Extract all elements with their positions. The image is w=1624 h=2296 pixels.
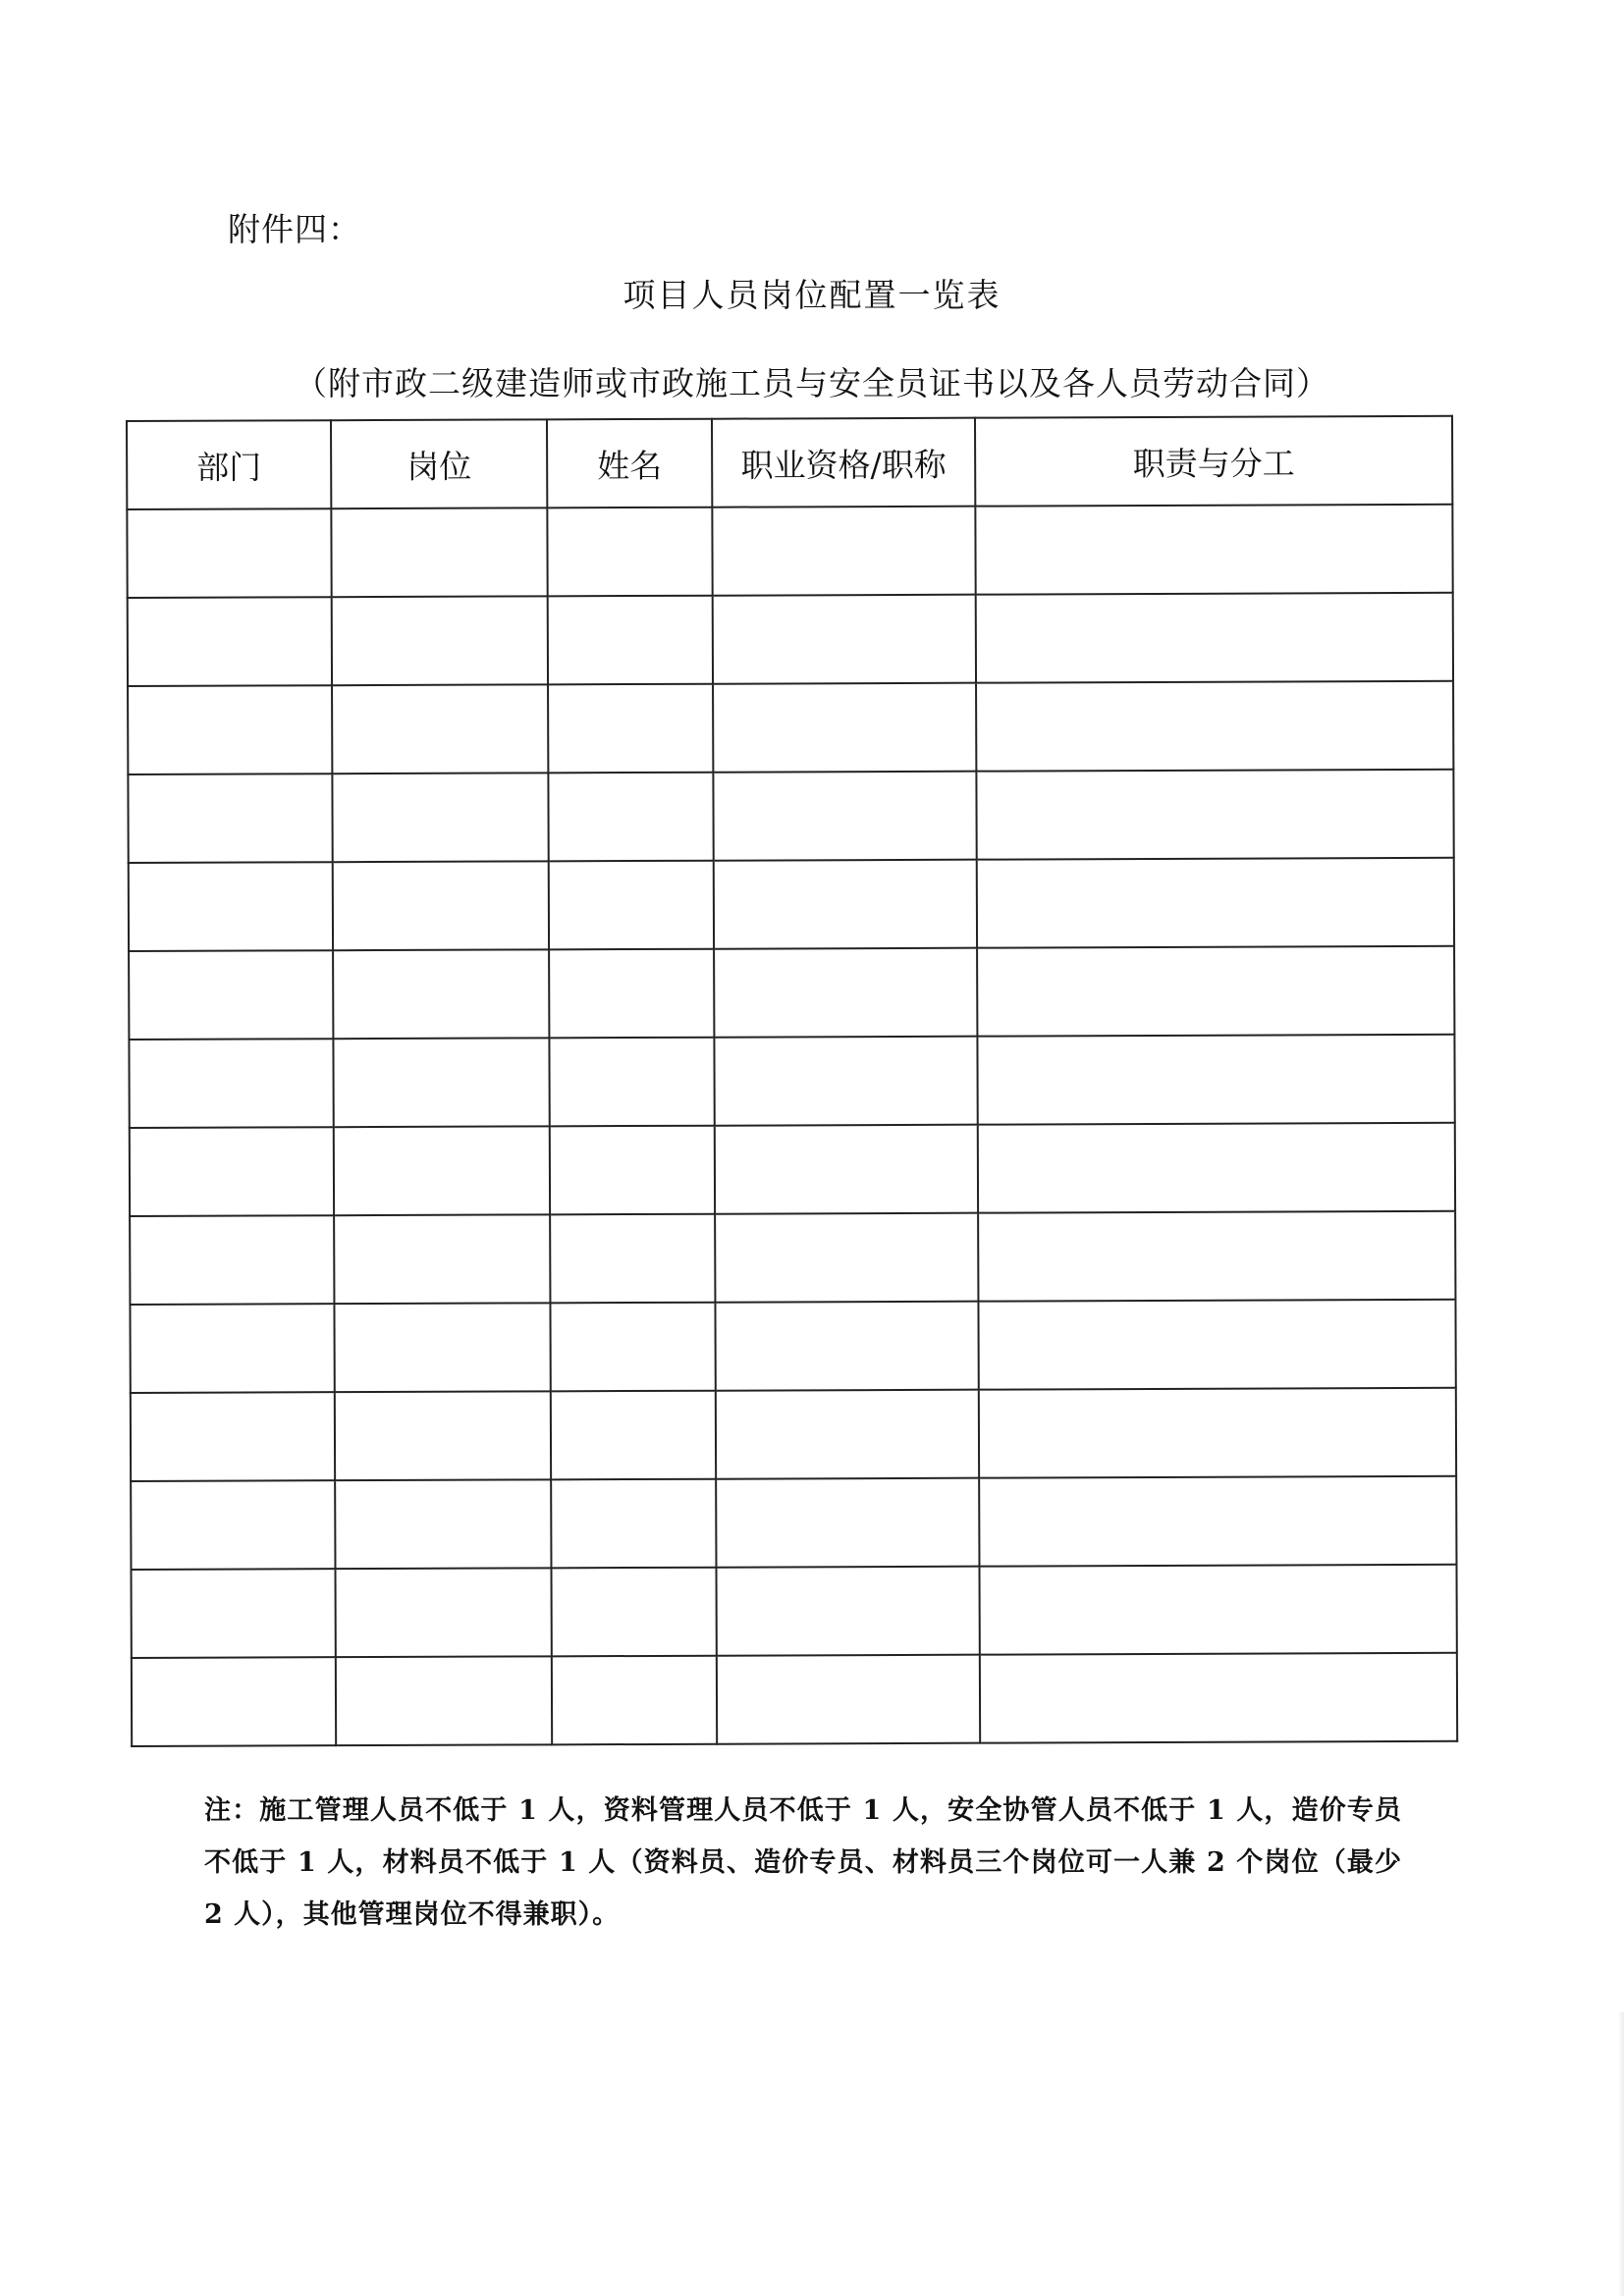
cell-duties[interactable] (979, 1388, 1456, 1478)
cell-department[interactable] (131, 1480, 335, 1570)
cell-qualification[interactable] (712, 507, 975, 596)
cell-duties[interactable] (977, 946, 1454, 1037)
cell-duties[interactable] (975, 505, 1452, 595)
cell-duties[interactable] (976, 770, 1453, 860)
cell-position[interactable] (332, 773, 548, 862)
cell-department[interactable] (130, 1304, 334, 1393)
cell-duties[interactable] (979, 1476, 1456, 1567)
cell-department[interactable] (131, 1392, 335, 1481)
cell-name[interactable] (548, 684, 713, 774)
cell-qualification[interactable] (715, 1213, 978, 1303)
cell-department[interactable] (129, 1039, 333, 1128)
scan-edge-shadow (1618, 2012, 1624, 2296)
cell-department[interactable] (131, 1569, 335, 1658)
header-qualification: 职业资格/职称 (712, 418, 975, 507)
cell-qualification[interactable] (713, 595, 976, 684)
cell-department[interactable] (127, 508, 331, 598)
cell-qualification[interactable] (717, 1655, 980, 1744)
cell-name[interactable] (550, 1303, 715, 1392)
cell-duties[interactable] (977, 1035, 1454, 1125)
cell-duties[interactable] (980, 1653, 1457, 1743)
table-row (128, 593, 1453, 686)
table-row (129, 858, 1454, 951)
header-duties: 职责与分工 (975, 416, 1452, 507)
table-row (129, 1035, 1454, 1128)
cell-duties[interactable] (976, 681, 1453, 772)
cell-department[interactable] (132, 1657, 336, 1746)
cell-position[interactable] (333, 1038, 549, 1127)
table-row (132, 1653, 1457, 1746)
cell-qualification[interactable] (716, 1478, 979, 1568)
cell-name[interactable] (548, 596, 713, 685)
table-row (127, 505, 1452, 598)
cell-qualification[interactable] (714, 1037, 977, 1126)
table-header-row (127, 416, 1452, 509)
document-title: 项目人员岗位配置一览表 (623, 276, 1001, 314)
cell-position[interactable] (334, 1126, 550, 1215)
cell-department[interactable] (129, 862, 333, 951)
cell-department[interactable] (128, 774, 332, 863)
cell-position[interactable] (335, 1391, 551, 1480)
cell-position[interactable] (333, 861, 549, 950)
cell-duties[interactable] (978, 1123, 1455, 1213)
document-subtitle: （附市政二级建造师或市政施工员与安全员证书以及各人员劳动合同） (295, 364, 1329, 402)
cell-position[interactable] (336, 1656, 552, 1745)
cell-name[interactable] (547, 507, 712, 597)
cell-position[interactable] (335, 1479, 551, 1569)
cell-position[interactable] (331, 507, 547, 597)
table-row (131, 1388, 1456, 1481)
cell-name[interactable] (551, 1568, 716, 1657)
cell-department[interactable] (128, 685, 332, 774)
staff-position-table (126, 415, 1458, 1747)
cell-position[interactable] (334, 1303, 550, 1392)
cell-name[interactable] (550, 1214, 715, 1304)
cell-department[interactable] (130, 1127, 334, 1216)
table-row (131, 1565, 1456, 1658)
cell-duties[interactable] (977, 858, 1454, 948)
cell-name[interactable] (548, 773, 713, 862)
footnote: 注：施工管理人员不低于 1 人，资料管理人员不低于 1 人，安全协管人员不低于 1 人，造价专员不低于 1 人，材料员不低于 1 人（资料员、造价专员、材料员三个岗位可一人兼 2 个岗位（最少 2 人），其他管理岗位不得兼职）。 (204, 1795, 1402, 1930)
cell-department[interactable] (128, 597, 332, 686)
cell-qualification[interactable] (715, 1302, 978, 1391)
cell-position[interactable] (332, 596, 548, 685)
cell-name[interactable] (552, 1656, 717, 1745)
cell-duties[interactable] (976, 593, 1453, 683)
attachment-label: 附件四： (228, 210, 361, 248)
cell-name[interactable] (550, 1126, 715, 1215)
cell-qualification[interactable] (714, 948, 977, 1038)
cell-qualification[interactable] (716, 1390, 979, 1479)
cell-qualification[interactable] (716, 1567, 979, 1656)
table-row (130, 1123, 1455, 1216)
cell-name[interactable] (549, 949, 714, 1039)
table-row (129, 946, 1454, 1040)
header-name: 姓名 (547, 419, 712, 508)
table-row (130, 1300, 1455, 1393)
cell-department[interactable] (130, 1215, 334, 1305)
table-row (131, 1476, 1456, 1570)
header-department: 部门 (127, 420, 331, 509)
cell-name[interactable] (551, 1479, 716, 1569)
cell-qualification[interactable] (713, 772, 976, 861)
cell-position[interactable] (333, 949, 549, 1039)
cell-duties[interactable] (978, 1300, 1455, 1390)
cell-qualification[interactable] (715, 1125, 978, 1214)
table-row (130, 1211, 1455, 1305)
cell-qualification[interactable] (713, 683, 976, 773)
header-position: 岗位 (331, 419, 547, 508)
cell-department[interactable] (129, 950, 333, 1040)
cell-position[interactable] (332, 684, 548, 774)
cell-duties[interactable] (978, 1211, 1455, 1302)
cell-name[interactable] (551, 1391, 716, 1480)
cell-position[interactable] (335, 1568, 551, 1657)
cell-name[interactable] (549, 1038, 714, 1127)
cell-qualification[interactable] (714, 860, 977, 949)
cell-name[interactable] (549, 861, 714, 950)
cell-position[interactable] (334, 1214, 550, 1304)
table-row (128, 681, 1453, 774)
cell-duties[interactable] (979, 1565, 1456, 1655)
table-body (127, 505, 1457, 1746)
table-row (128, 770, 1453, 863)
